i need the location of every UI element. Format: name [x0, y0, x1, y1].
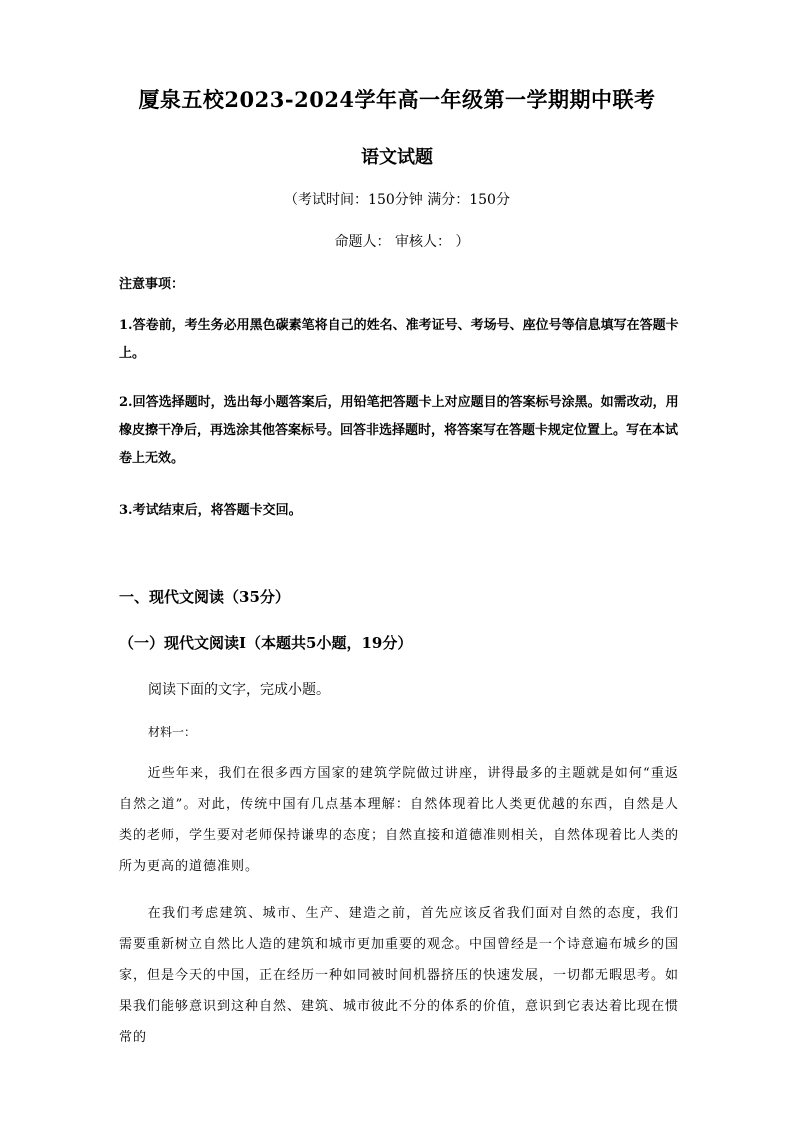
material-label: 材料一： — [148, 725, 197, 739]
body-paragraph: 近些年来，我们在很多西方国家的建筑学院做过讲座，讲得最多的主题就是如何“重返自然之道”。对此，传统中国有几点基本理解：自然体现着比人类更优越的东西，自然是人类的老师，学生要对老师保持谦卑的态度；自然直接和道德准则相关，自然体现着比人类的所为更高的道德准则。 — [119, 766, 680, 874]
notice-item: 2.回答选择题时，选出每小题答案后，用铅笔把答题卡上对应题目的答案标号涂黑。如需改动，用橡皮擦干净后，再选涂其他答案标号。回答非选择题时，将答案写在答题卡规定位置上。写在本试卷上无效。 — [119, 395, 679, 466]
document-subtitle: 语文试题 — [361, 147, 433, 168]
reading-instruction: 阅读下面的文字，完成小题。 — [148, 682, 330, 698]
body-paragraph: 在我们考虑建筑、城市、生产、建造之前，首先应该反省我们面对自然的态度，我们需要重新树立自然比人造的建筑和城市更加重要的观念。中国曾经是一个诗意遍布城乡的国家，但是今天的中国，正在经历一种如同被时间机器挤压的快速发展，一切都无暇思考。如果我们能够意识到这种自然、建筑、城市彼此不分的体系的价值，意识到它表达着比现在惯常的 — [119, 906, 680, 1045]
section-heading: 一、现代文阅读（35分） — [119, 588, 290, 606]
authors-line: 命题人： 审核人： ） — [334, 234, 470, 250]
notice-item: 1.答卷前，考生务必用黑色碳素笔将自己的姓名、准考证号、考场号、座位号等信息填写在答题卡上。 — [119, 318, 679, 361]
notice-item: 3.考试结束后，将答题卡交回。 — [119, 503, 302, 518]
notice-heading: 注意事项： — [119, 277, 185, 292]
subsection-heading: （一）现代文阅读Ⅰ（本题共5小题，19分） — [119, 634, 413, 652]
exam-info: （考试时间：150分钟 满分：150分 — [284, 192, 510, 208]
document-title: 厦泉五校2023-2024学年高一年级第一学期期中联考 — [138, 87, 656, 112]
